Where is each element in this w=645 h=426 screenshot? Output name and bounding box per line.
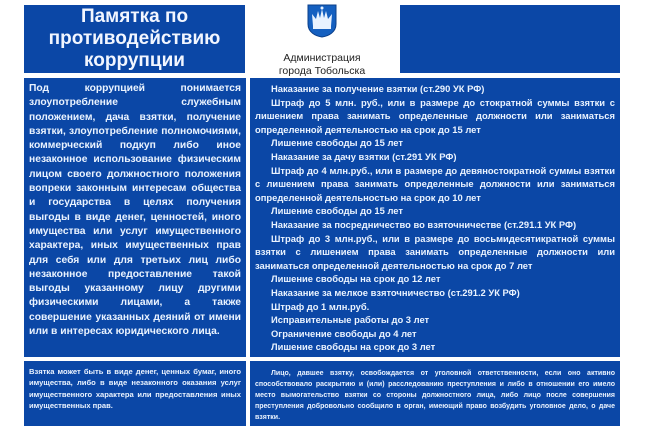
organization-logo	[262, 4, 382, 78]
penalty-heading: Наказание за посредничество во взяточничестве (ст.291.1 УК РФ)	[271, 218, 577, 230]
penalty-item: Лишение свободы на срок до 12 лет	[271, 273, 441, 285]
penalty-heading: Наказание за получение взятки (ст.290 УК РФ)	[271, 83, 485, 94]
penalties-panel	[250, 78, 620, 357]
title-panel	[24, 5, 245, 73]
bribe-forms-text: Взятка может быть в виде денег, ценных бумаг, иного имущества, либо в виде незаконного оказания услуг имущественного характера или предоставления иных имущественных прав.	[29, 366, 241, 411]
penalty-item: Лишение свободы до 15 лет	[271, 205, 403, 217]
exemption-text: Лицо, давшее взятку, освобождается от уголовной ответственности, если оно активно способствовало раскрытию и (или) расследованию преступления и либо в отношении его имело место вымогательство взятки со стороны должностного лица, либо лицо после совершения преступления добровольно сообщило в орган, имеющий право возбудить уголовное дело, о даче взятки.	[255, 369, 615, 421]
penalty-item: Штраф до 5 млн. руб., или в размере до стократной суммы взятки с лишением права занимать определенные должности или заниматься определенной деятельностью на срок до 15 лет	[255, 96, 615, 135]
header-right-panel	[400, 5, 620, 73]
penalty-heading: Наказание за мелкое взяточничество (ст.291.2 УК РФ)	[271, 286, 520, 298]
org-name-line1: Администрация	[283, 52, 361, 64]
exemption-panel	[250, 361, 620, 426]
penalty-item: Лишение свободы на срок до 3 лет	[271, 341, 436, 353]
penalty-item: Штраф до 1 млн.руб.	[271, 300, 370, 312]
penalty-item: Лишение свободы до 15 лет	[271, 137, 403, 149]
corruption-definition: Под коррупцией понимается злоупотребление служебным положением, дача взятки, получение взятки, злоупотребление полномочиями, коммерческий подкуп либо иное незаконное использование физическим лицом своего должностного положения вопреки законным интересам общества и государства в целях получения выгоды в виде денег, ценностей, иного имущества или услуг имущественного характера, иных имущественных прав для себя или для третьих лиц либо незаконное предоставление такой выгоды указанному лицу другими физическими лицами, а также совершение указанных деяний от имени или в интересах юридического лица.	[29, 83, 241, 338]
content-area	[24, 78, 620, 426]
main-row	[24, 78, 620, 357]
bribe-forms-panel	[24, 361, 246, 426]
tobolsk-coat-of-arms-icon	[307, 4, 337, 38]
penalty-item: Штраф до 3 млн.руб., или в размере до восьмидесятикратной суммы взятки с лишением права занимать определенные должности или заниматься определенной деятельностью на срок до 7 лет	[255, 232, 615, 271]
penalty-heading: Наказание за дачу взятки (ст.291 УК РФ)	[271, 150, 457, 162]
penalty-item: Ограничение свободы до 4 лет	[271, 327, 417, 339]
definition-panel	[24, 78, 246, 357]
org-name-line2: города Тобольска	[278, 65, 366, 77]
penalty-item: Исправительные работы до 3 лет	[271, 314, 430, 326]
bottom-row	[24, 361, 620, 426]
penalty-item: Штраф до 4 млн.руб., или в размере до девяностократной суммы взятки с лишением права занимать определенные должности или заниматься определенной деятельностью на срок до 10 лет	[255, 164, 615, 203]
page-title: Памятка по противодействию коррупции	[48, 6, 221, 71]
